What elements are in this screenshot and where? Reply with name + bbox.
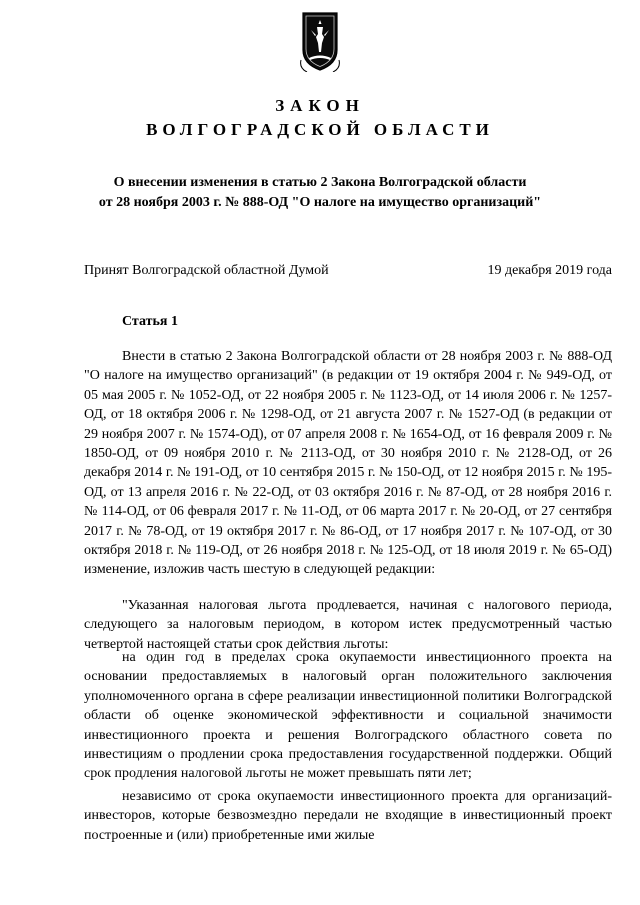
document-subtitle: ВОЛГОГРАДСКОЙ ОБЛАСТИ [146,120,494,139]
adoption-date: 19 декабря 2019 года [487,263,612,278]
adopted-by: Принят Волгоградской областной Думой [84,263,329,278]
law-subject-line-2: от 28 ноября 2003 г. № 888-ОД "О налоге на имущество организаций" [98,195,542,210]
document-title: ЗАКОН [275,96,365,115]
paragraph-text: Внести в статью 2 Закона Волгоградской области от 28 ноября 2003 г. № 888-ОД "О налоге на имущество организаций" (в редакции от 19 октября 2004 г. № 949-ОД, от 05 мая 2005 г. № 1052-ОД, от 22 ноября 2005 г. № 1123-ОД, от 14 июля 2006 г. № 1257-ОД, от 18 октября 2006 г. № 1298-ОД, от 21 августа 2007 г. № 1527-ОД (в редакции от 29 ноября 2007 г. № 1574-ОД), от 07 апреля 2008 г. № 1654-ОД, от 16 февраля 2009 г. № 1850-ОД, от 09 ноября 2010 г. № 2113-ОД, от 30 ноября 2010 г. № 2128-ОД, от 26 декабря 2014 г. № 191-ОД, от 10 сентября 2015 г. № 150-ОД, от 12 ноября 2015 г. № 195-ОД, от 13 апреля 2016 г. № 22-ОД, от 03 октября 2016 г. № 87-ОД, от 28 ноября 2016 г. № 114-ОД, от 06 февраля 2017 г. № 11-ОД, от 06 марта 2017 г. № 20-ОД, от 27 сентября 2017 г. № 78-ОД, от 19 октября 2017 г. № 86-ОД, от 17 ноября 2017 г. № 107-ОД, от 30 октября 2018 г. № 119-ОД, от 26 ноября 2018 г. № 125-ОД, от 18 июля 2019 г. № 65-ОД) изменение, изложив часть шестую в следующей редакции: [84,349,612,578]
article-paragraph [84,787,612,845]
coat-of-arms-icon [297,10,343,72]
paragraph-text: "Указанная налоговая льгота продлевается, начиная с налогового периода, следующего за налоговым периодом, в котором истек предусмотренный частью четвертой настоящей статьи срок действия льготы: [84,598,612,652]
article-paragraph [84,347,612,580]
article-paragraph [84,648,612,784]
law-subject-line-1: О внесении изменения в статью 2 Закона Волгоградской области [113,175,527,190]
article-heading: Статья 1 [122,314,178,329]
paragraph-text: независимо от срока окупаемости инвестиционного проекта для организаций-инвесторов, которые безвозмездно передали не входящие в инвестиционный проект построенные и (или) приобретенные ими жилые [84,789,612,843]
law-subject [0,173,640,213]
paragraph-text: на один год в пределах срока окупаемости инвестиционного проекта на основании предоставляемых в налоговый орган положительного заключения уполномоченного органа в сфере реализации инвестиционной политики Волгоградской области об оценке экономической эффективности и социальной значимости инвестиционного проекта и решения Волгоградского областного совета по инвестициям о продлении срока предоставления государственной поддержки. Общий срок продления налоговой льготы не может превышать пяти лет; [84,650,612,782]
article-paragraph [84,596,612,654]
